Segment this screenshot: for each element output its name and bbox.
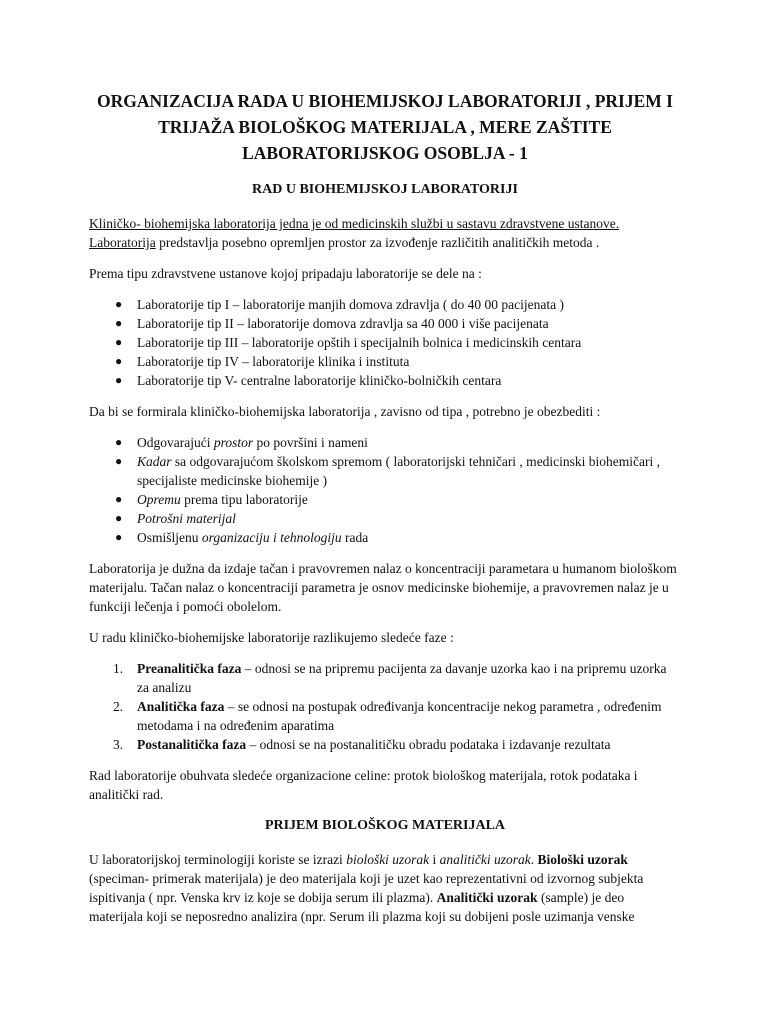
section-heading-prijem: PRIJEM BIOLOŠKOG MATERIJALA: [264, 818, 506, 833]
phases-intro: U radu kliničko-biohemijske laboratorije razlikujemo sledeće faze :: [89, 630, 454, 645]
list-item: ● Opremu prema tipu laboratorije: [115, 492, 308, 507]
section-heading-rad: RAD U BIOHEMIJSKOJ LABORATORIJI: [252, 182, 518, 197]
organization-paragraph: Rad laboratorije obuhvata sledeće organizacione celine: protok biološkog materijala, rotok podataka i analitički rad.: [89, 768, 638, 802]
list-item: ● Laboratorije tip II – laboratorije domova zdravlja sa 40 000 i više pacijenata: [115, 316, 549, 331]
document-body: [89, 88, 681, 938]
list-number: 2.: [113, 699, 124, 714]
bullet-icon: ●: [115, 316, 123, 330]
intro-paragraph: [89, 214, 681, 252]
list-item: ● Laboratorije tip III – laboratorije opštih i specijalnih bolnica i medicinskih centara: [115, 335, 582, 350]
requirements-intro: Da bi se formirala kliničko-biohemijska laboratorija , zavisno od tipa , potrebno je obezbediti :: [89, 404, 601, 419]
duty-paragraph: Laboratorija je dužna da izdaje tačan i pravovremen nalaz o koncentraciji parametara u humanom biološkom materijalu. Tačan nalaz o koncentraciji parametra je osnov medicinske biohemije, a pravovremen nalaz je u funkciji lečenja i pomoći obolelom.: [89, 561, 677, 614]
bullet-icon: ●: [115, 492, 123, 506]
list-number: 1.: [113, 661, 124, 676]
document-title: ORGANIZACIJA RADA U BIOHEMIJSKOJ LABORATORIJI , PRIJEM I TRIJAŽA BIOLOŠKOG MATERIJALA , MERE ZAŠTITE LABORATORIJSKOG OSOBLJA - 1: [97, 91, 673, 163]
list-item: 3. Postanalitička faza – odnosi se na postanalitičku obradu podataka i izdavanje rezultata: [113, 737, 611, 752]
intro-rest-text: predstavlja posebno opremljen prostor za izvođenje različitih analitičkih metoda .: [155, 235, 600, 250]
list-item: ● Laboratorije tip IV – laboratorije klinika i instituta: [115, 354, 410, 369]
bullet-icon: ●: [115, 511, 123, 525]
list-number: 3.: [113, 737, 124, 752]
list-item: ● Odgovarajući prostor po površini i nameni: [115, 435, 368, 450]
requirements-list: [89, 433, 681, 547]
bullet-icon: ●: [115, 335, 123, 349]
samples-paragraph: U laboratorijskoj terminologiji koriste se izrazi biološki uzorak i analitički uzorak. Biološki uzorak (speciman- primerak materijala) je deo materijala koji je uzet kao reprezentativni od izvornog subjekta ispitivanja ( npr. Venska krv iz koje se dobija serum ili plazma). Analitički uzorak (sample) je deo materijala koji se neposredno analizira (npr. Serum ili plazma koji su dobijeni posle uzimanja venske: [89, 852, 644, 924]
list-item: ● Potrošni materijal: [115, 511, 236, 526]
list-item: ● Kadar sa odgovarajućom školskom spremom ( laboratorijski tehničari , medicinski biohemičari , specijaliste medicinske biohemije ): [115, 454, 661, 488]
bullet-icon: ●: [115, 354, 123, 368]
list-item: ● Laboratorije tip V- centralne laboratorije kliničko-bolničkih centara: [115, 373, 502, 388]
bullet-icon: ●: [115, 297, 123, 311]
bullet-icon: ●: [115, 373, 123, 387]
list-item: ● Osmišljenu organizaciju i tehnologiju rada: [115, 530, 369, 545]
bullet-icon: ●: [115, 530, 123, 544]
list-item: ● Laboratorije tip I – laboratorije manjih domova zdravlja ( do 40 00 pacijenata ): [115, 297, 564, 312]
phases-list: [89, 659, 681, 754]
list-item: 2. Analitička faza – se odnosi na postupak određivanja koncentracije nekog parametra , određenim metodama i na određenim aparatima: [113, 699, 662, 733]
intro-underlined-text: Kliničko- biohemijska laboratorija jedna je od medicinskih službi u sastavu zdravstvene ustanove.: [89, 216, 620, 231]
list-item: 1. Preanalitička faza – odnosi se na pripremu pacijenta za davanje uzorka kao i na pripremu uzorka za analizu: [113, 661, 667, 695]
bullet-icon: ●: [115, 435, 123, 449]
types-intro: Prema tipu zdravstvene ustanove kojoj pripadaju laboratorije se dele na :: [89, 266, 482, 281]
intro-underlined-term: Laboratorija: [89, 235, 156, 250]
lab-types-list: [89, 295, 681, 390]
bullet-icon: ●: [115, 454, 123, 468]
